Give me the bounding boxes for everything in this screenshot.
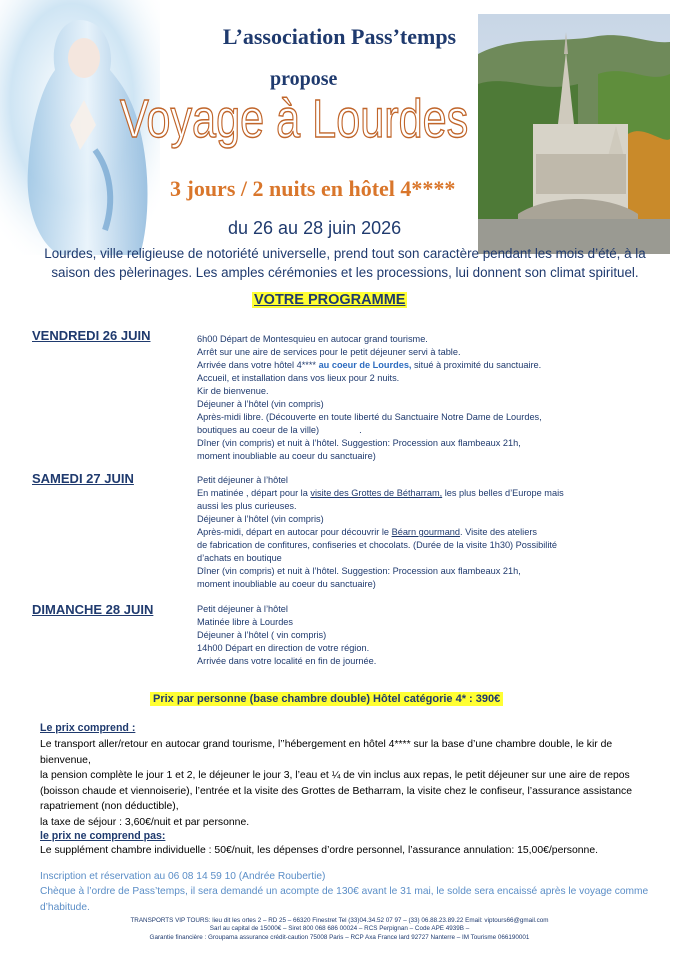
schedule-line: d’achats en boutique <box>197 553 282 563</box>
schedule-text: Après-midi, départ en autocar pour découvrir le <box>197 527 390 537</box>
footer <box>0 917 679 942</box>
schedule-line: Après-midi libre. (Découverte en toute liberté du Sanctuaire Notre Dame de Lourdes, <box>197 412 542 422</box>
day-label-saturday: SAMEDI 27 JUIN <box>32 471 134 486</box>
association-name: L’association Pass’temps <box>222 24 457 49</box>
schedule-line: aussi les plus curieuses. <box>197 501 297 511</box>
schedule-line: Matinée libre à Lourdes <box>197 617 294 627</box>
schedule-line <box>197 487 597 500</box>
schedule-text: En matinée , départ pour la <box>197 488 308 498</box>
schedule-line: Dîner (vin compris) et nuit à l’hôtel. Suggestion: Procession aux flambeaux 21h, <box>197 566 521 576</box>
included-list <box>40 737 640 831</box>
day-label-sunday: DIMANCHE 28 JUIN <box>32 602 154 617</box>
footer-line: Sarl au capital de 15000€ – Siret 800 068 686 00024 – RCS Perpignan – Code APE 4939B – <box>209 925 470 933</box>
schedule-text: boutiques au coeur de la ville) <box>197 425 320 435</box>
schedule-line: Arrêt sur une aire de services pour le petit déjeuner servi à table. <box>197 347 461 357</box>
programme-title: VOTRE PROGRAMME <box>254 292 406 308</box>
trip-dates: du 26 au 28 juin 2026 <box>228 218 402 238</box>
footer-line: TRANSPORTS VIP TOURS: lieu dit les ortes 2 – RD 25 – 66320 Finestret Tel (33)04.34.52 07 97 – (33) 06.88.23.89.22 Email: viptours66@gmail.com <box>130 917 549 924</box>
day-schedule-saturday <box>197 474 597 591</box>
schedule-line <box>197 359 597 372</box>
underlined-text: Béarn gourmand <box>391 527 461 537</box>
schedule-line: Kir de bienvenue. <box>197 386 269 396</box>
schedule-text: situé à proximité du sanctuaire. <box>414 360 542 370</box>
price-banner: Prix par personne (base chambre double) Hôtel catégorie 4* : 390€ <box>150 692 503 706</box>
schedule-text: . Visite des ateliers <box>460 527 537 537</box>
schedule-text: les plus belles d’Europe mais <box>444 488 564 498</box>
included-line: Le transport aller/retour en autocar grand tourisme, l’’hébergement en hôtel 4**** sur la base d’une chambre double, le kir de bienvenue, <box>40 739 613 766</box>
excluded-text: Le supplément chambre individuelle : 50€/nuit, les dépenses d’ordre personnel, l’assurance annulation: 15,00€/personne. <box>40 845 598 856</box>
propose-label: propose <box>270 68 338 90</box>
inscription-block <box>40 869 650 915</box>
included-line: la taxe de séjour : 3,60€/nuit et par personne. <box>40 816 250 828</box>
schedule-line: Déjeuner à l’hôtel (vin compris) <box>197 514 324 524</box>
inscription-contact: Inscription et réservation au 06 08 14 59 10 (Andrée Roubertie) <box>40 871 326 882</box>
duration-label: 3 jours / 2 nuits en hôtel 4**** <box>170 176 456 201</box>
schedule-line: de fabrication de confitures, confiseries et chocolats. (Durée de la visite 1h30) Possibilité <box>197 540 558 550</box>
schedule-line: moment inoubliable au coeur du sanctuaire) <box>197 579 376 589</box>
schedule-line: Accueil, et installation dans vos lieux pour 2 nuits. <box>197 373 400 383</box>
schedule-line: 14h00 Départ en direction de votre région. <box>197 643 370 653</box>
schedule-line: Déjeuner à l’hôtel ( vin compris) <box>197 630 327 640</box>
schedule-line: Petit déjeuner à l’hôtel <box>197 604 288 614</box>
schedule-line: Déjeuner à l’hôtel (vin compris) <box>197 399 324 409</box>
underlined-text: visite des Grottes de Bétharram, <box>310 488 443 498</box>
schedule-line: 6h00 Départ de Montesquieu en autocar grand tourisme. <box>197 334 428 344</box>
excluded-title: le prix ne comprend pas: <box>40 830 166 842</box>
schedule-line: Dîner (vin compris) et nuit à l’hôtel. Suggestion: Procession aux flambeaux 21h, <box>197 438 521 448</box>
day-label-friday: VENDREDI 26 JUIN <box>32 328 151 343</box>
schedule-line: moment inoubliable au coeur du sanctuaire) <box>197 451 376 461</box>
schedule-text: Arrivée dans votre hôtel 4**** <box>197 360 316 370</box>
trip-title: Voyage à Lourdes <box>120 89 469 149</box>
highlight-text: au coeur de Lourdes, <box>318 360 412 370</box>
day-schedule-sunday <box>197 603 597 668</box>
schedule-text: . <box>359 425 362 435</box>
inscription-payment: Chèque à l’ordre de Pass’temps, il sera demandé un acompte de 130€ avant le 31 mai, le solde sera encaissé après le voyage comme d’habitude. <box>40 886 649 913</box>
schedule-line <box>197 526 597 539</box>
intro-paragraph: Lourdes, ville religieuse de notoriété universelle, prend tout son caractère pendant les mois d’été, à la saison des pèlerinages. Les amples cérémonies et les processions, lui donnent son climat spirituel. <box>44 246 646 280</box>
day-schedule-friday <box>197 333 597 463</box>
schedule-line: Petit déjeuner à l’hôtel <box>197 475 288 485</box>
included-title: Le prix comprend : <box>40 722 136 734</box>
schedule-line: Arrivée dans votre localité en fin de journée. <box>197 656 377 666</box>
footer-line: Garantie financière : Groupama assurance crédit-caution 75008 Paris – RCP Axa France lard 92727 Nanterre – IM Tourisme 066190001 <box>149 933 530 941</box>
lourdes-basilica-image <box>478 14 670 254</box>
schedule-line <box>197 424 597 437</box>
included-line: la pension complète le jour 1 et 2, le déjeuner le jour 3, l’eau et ¼ de vin inclus aux repas, le petit déjeuner sur une aire de repos (boisson chaude et viennoiserie), l’entrée et la visite des Grottes de Betharram, la visite chez le confiseur, l’assurance assistance rapatriement (non déductible), <box>40 770 632 813</box>
